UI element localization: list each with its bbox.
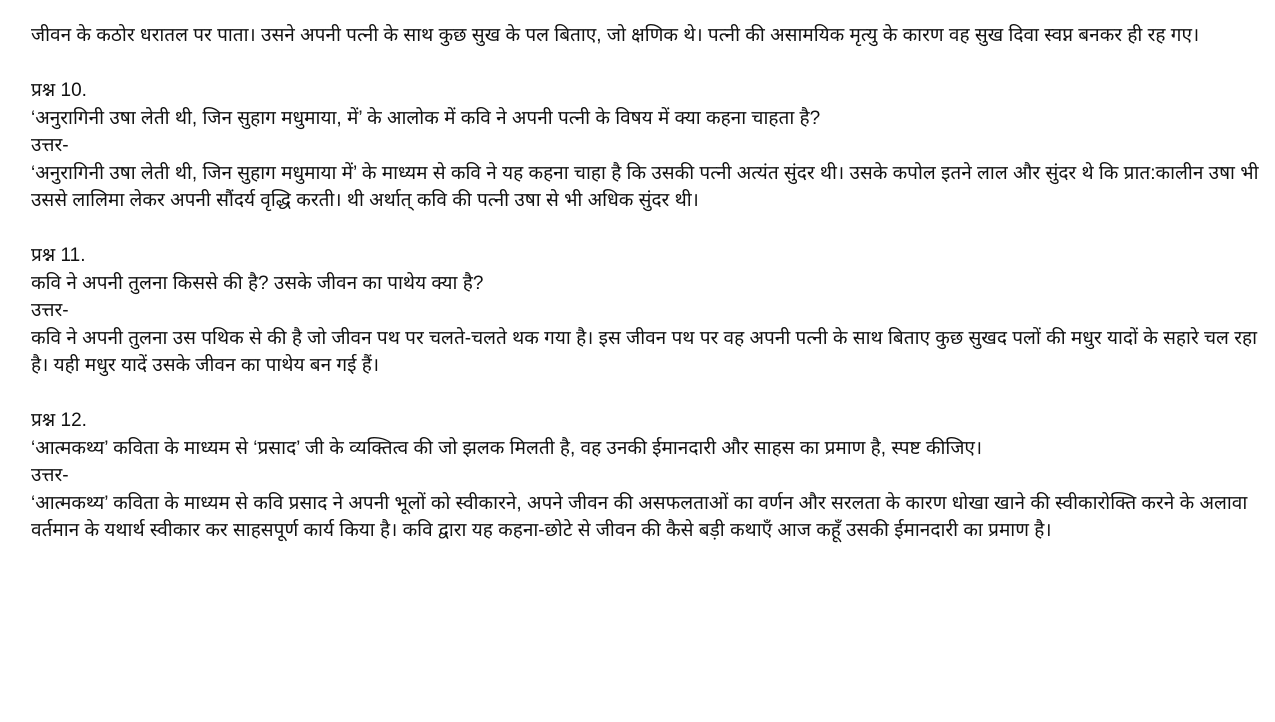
- question-text: कवि ने अपनी तुलना किससे की है? उसके जीवन का पाथेय क्या है?: [31, 272, 484, 294]
- question-block-12: [31, 407, 1271, 545]
- question-block-11: [31, 242, 1271, 380]
- answer-text: ‘आत्मकथ्य’ कविता के माध्यम से कवि प्रसाद ने अपनी भूलों को स्वीकारने, अपने जीवन की असफलताओं का वर्णन और सरलता के कारण धोखा खाने की स्वीकारोक्ति करने के अलावा वर्तमान के यथार्थ स्वीकार कर साहसपूर्ण कार्य किया है। कवि द्वारा यह कहना-छोटे से जीवन की कैसे बड़ी कथाएँ आज कहूँ उसकी ईमानदारी का प्रमाण है।: [31, 492, 1248, 541]
- question-number: प्रश्न 11.: [31, 245, 86, 266]
- spacer: [31, 50, 1271, 78]
- spacer: [31, 215, 1271, 243]
- question-number: प्रश्न 10.: [31, 80, 87, 101]
- question-block-10: [31, 77, 1271, 215]
- answer-text: कवि ने अपनी तुलना उस पथिक से की है जो जीवन पथ पर चलते-चलते थक गया है। इस जीवन पथ पर वह अपनी पत्नी के साथ बिताए कुछ सुखद पलों की मधुर यादों के सहारे चल रहा है। यही मधुर यादें उसके जीवन का पाथेय बन गई हैं।: [31, 327, 1257, 376]
- question-text: ‘आत्मकथ्य’ कविता के माध्यम से ‘प्रसाद’ जी के व्यक्तित्व की जो झलक मिलती है, वह उनकी ईमानदारी और साहस का प्रमाण है, स्पष्ट कीजिए।: [31, 437, 983, 459]
- answer-label: उत्तर-: [31, 300, 69, 321]
- intro-paragraph: जीवन के कठोर धरातल पर पाता। उसने अपनी पत्नी के साथ कुछ सुख के पल बिताए, जो क्षणिक थे। पत्नी की असामयिक मृत्यु के कारण वह सुख दिवा स्वप्न बनकर ही रह गए।: [31, 25, 1200, 46]
- answer-label: उत्तर-: [31, 135, 69, 156]
- question-number: प्रश्न 12.: [31, 410, 87, 431]
- spacer: [31, 380, 1271, 408]
- document-page: [31, 22, 1271, 545]
- answer-label: उत्तर-: [31, 465, 69, 486]
- question-text: ‘अनुरागिनी उषा लेती थी, जिन सुहाग मधुमाया, में’ के आलोक में कवि ने अपनी पत्नी के विषय में क्या कहना चाहता है?: [31, 107, 821, 129]
- answer-text: ‘अनुरागिनी उषा लेती थी, जिन सुहाग मधुमाया में’ के माध्यम से कवि ने यह कहना चाहा है कि उसकी पत्नी अत्यंत सुंदर थी। उसके कपोल इतने लाल और सुंदर थे कि प्रात:कालीन उषा भी उससे लालिमा लेकर अपनी सौंदर्य वृद्धि करती। थी अर्थात् कवि की पत्नी उषा से भी अधिक सुंदर थी।: [31, 162, 1259, 211]
